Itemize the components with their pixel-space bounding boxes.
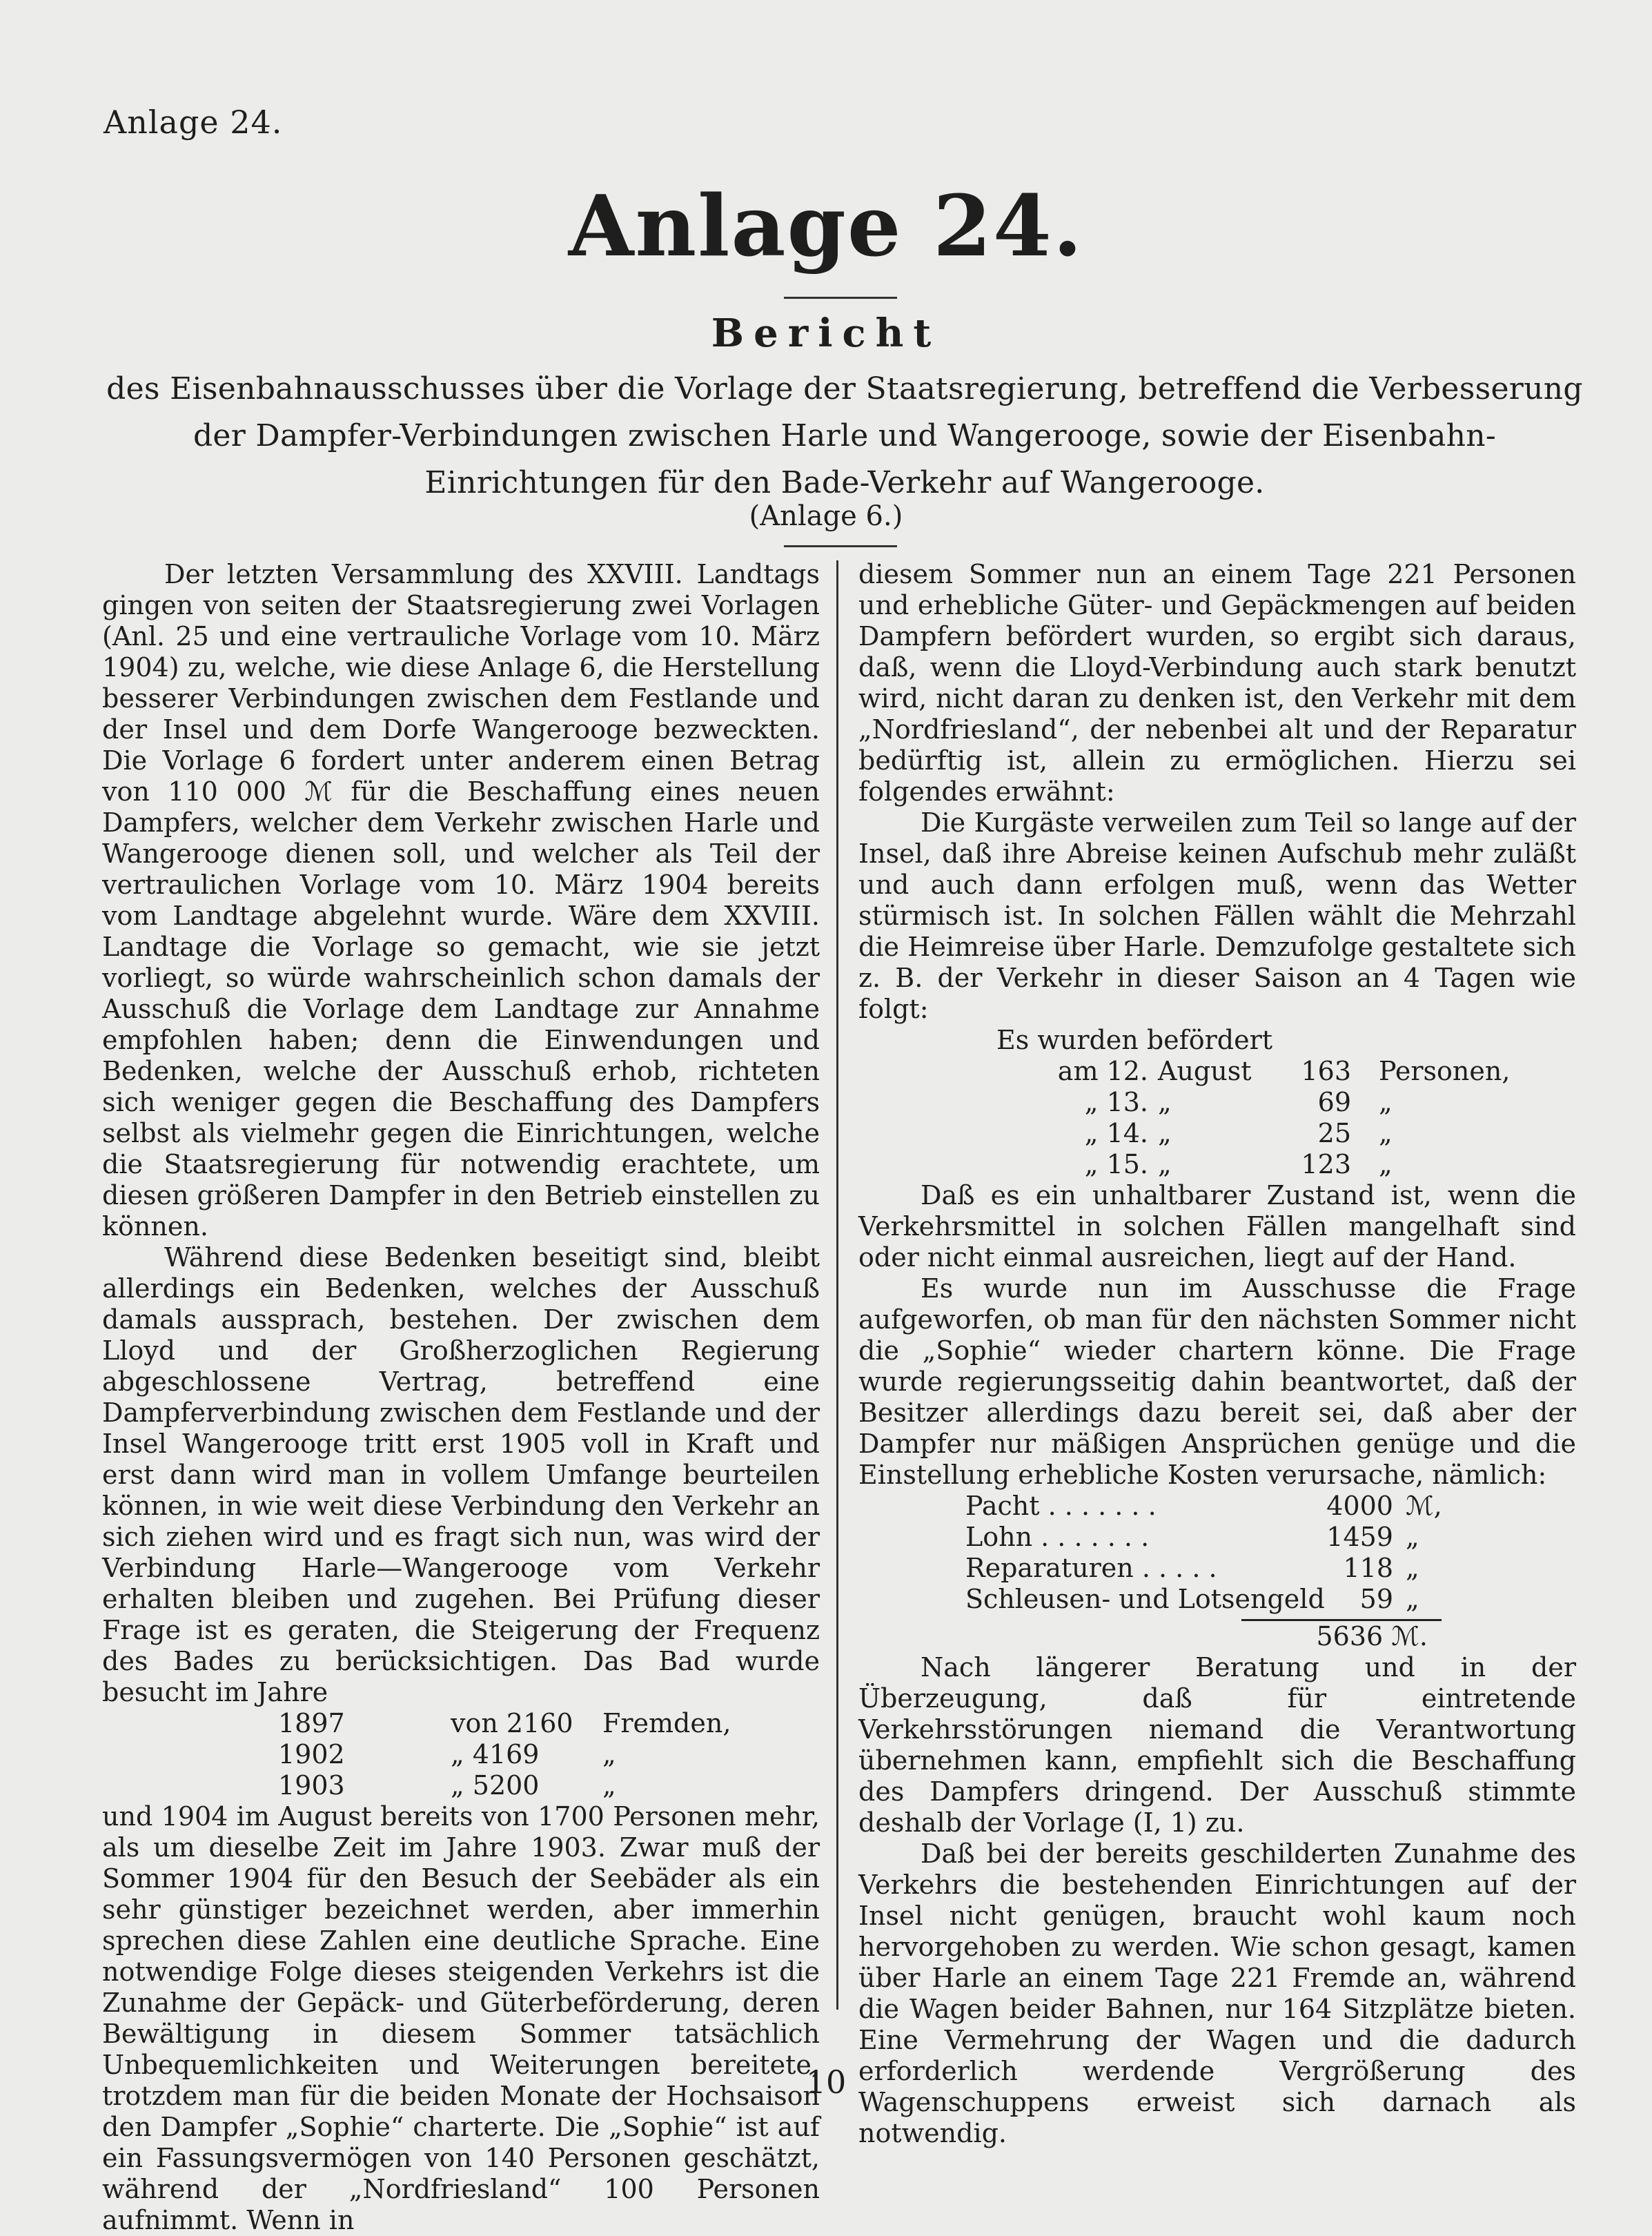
table-row [102,1708,820,1739]
paragraph: Es wurde nun im Ausschusse die Frage aufgeworfen, ob man für den nächsten Sommer nicht die „Sophie“ wieder chartern könne. Die Frage wurde regierungsseitig dahin beantwortet, daß der Besitzer allerdings dazu bereit sei, daß aber der Dampfer nur mäßigen Ansprüchen genüge und die Einstellung erhebliche Kosten verursache, nämlich: [858,1273,1576,1490]
page-title: Anlage 24. [568,176,1084,275]
table-cell: „ [1158,1149,1172,1179]
table-cell: „ [602,1770,616,1801]
table-cell: „ 14. [1084,1118,1148,1148]
table-cell: Pacht . . . . . . . [965,1491,1157,1521]
table-cell: 1903 [278,1770,345,1801]
table-cell: 1902 [278,1739,345,1769]
paragraph: Der letzten Versammlung des XXVIII. Landtags gingen von seiten der Staatsregierung zwei Vorlagen (Anl. 25 und eine vertrauliche Vorlage vom 10. März 1904) zu, welche, wie diese Anlage 6, die Herstellung besserer Verbindungen zwischen dem Festlande und der Insel und dem Dorfe Wangerooge bezweckten. Die Vorlage 6 fordert unter anderem einen Betrag von 110 000 ℳ für die Beschaffung eines neuen Dampfers, welcher dem Verkehr zwischen Harle und Wangerooge dienen soll, und welcher als Teil der vertraulichen Vorlage vom 10. März 1904 bereits vom Landtage abgelehnt wurde. Wäre dem XXVIII. Landtage die Vorlage so gemacht, wie sie jetzt vorliegt, so würde wahrscheinlich schon damals der Ausschuß die Vorlage dem Landtage zur Annahme empfohlen haben; denn die Einwendungen und Bedenken, welche der Ausschuß erhob, richteten sich weniger gegen die Beschaffung des Dampfers selbst als vielmehr gegen die Einrichtungen, welche die Staatsregierung für notwendig erachtete, um diesen größeren Dampfer in den Betrieb einstellen zu können. [102,559,820,1242]
visitor-table [102,1708,820,1801]
table-cell: „ [1379,1087,1393,1117]
page-number: 10 [805,2063,847,2101]
table-row [102,1739,820,1770]
table-row [858,1087,1576,1118]
passenger-table [858,1056,1576,1180]
report-subtitle: des Eisenbahnausschusses über die Vorlage der Staatsregierung, betreffend die Verbesserung der Dampfer-Verbindungen zwischen Harle und Wangerooge, sowie der Eisenbahn-Einrichtungen für den Bade-Verkehr auf Wangerooge. [106,371,1583,500]
title-rule [784,297,897,299]
table-cell: 1897 [278,1708,345,1738]
table-caption: Es wurden befördert [996,1025,1273,1055]
table-cell: 59 [1359,1584,1393,1614]
table-cell: „ 4169 [451,1739,540,1769]
table-cell: „ [602,1739,616,1769]
table-cell: August [1158,1056,1252,1086]
paragraph: Die Kurgäste verweilen zum Teil so lange auf der Insel, daß ihre Abreise keinen Aufschub mehr zuläßt und auch dann erfolgen muß, wenn das Wetter stürmisch ist. In solchen Fällen wählt die Mehrzahl die Heimreise über Harle. Demzufolge gestaltete sich z. B. der Verkehr in dieser Saison an 4 Tagen wie folgt: [858,807,1576,1024]
table-cell: „ 13. [1084,1087,1148,1117]
table-cell: Schleusen- und Lotsengeld [965,1584,1325,1614]
cost-total: 5636 ℳ. [1241,1619,1442,1652]
table-cell: „ [1379,1118,1393,1148]
table-cell: „ [1379,1149,1393,1179]
column-divider [836,560,838,2010]
table-cell: 118 [1343,1553,1393,1583]
heading-rule [784,545,897,547]
table-cell: ℳ, [1406,1491,1442,1521]
table-cell: von 2160 [451,1708,573,1738]
running-head: Anlage 24. [104,104,283,141]
table-cell: „ [1406,1553,1419,1583]
table-row [858,1118,1576,1149]
paragraph: und 1904 im August bereits von 1700 Personen mehr, als um dieselbe Zeit im Jahre 1903. Zwar muß der Sommer 1904 für den Besuch der Seebäder als ein sehr günstiger bezeichnet werden, aber immerhin sprechen diese Zahlen eine deutliche Sprache. Eine notwendige Folge dieses steigenden Verkehrs ist die Zunahme der Gepäck- und Güterbeförderung, deren Bewältigung in diesem Sommer tatsächlich Unbequemlichkeiten und Weiterungen bereitete, trotzdem man für die beiden Monate der Hochsaison den Dampfer „Sophie“ charterte. Die „Sophie“ ist auf ein Fassungsvermögen von 140 Personen geschätzt, während der „Nordfriesland“ 100 Personen aufnimmt. Wenn in [102,1801,820,2235]
table-row [858,1522,1576,1553]
cost-table [858,1491,1576,1652]
table-row [102,1770,820,1801]
paragraph: Daß es ein unhaltbarer Zustand ist, wenn die Verkehrsmittel in solchen Fällen mangelhaft sind oder nicht einmal ausreichen, liegt auf der Hand. [858,1180,1576,1273]
table-row [858,1584,1576,1615]
table-cell: am 12. [1057,1056,1148,1086]
table-cell: Personen, [1379,1056,1511,1086]
table-cell: Reparaturen . . . . . [965,1553,1217,1583]
table-cell: 25 [1317,1118,1351,1148]
table-row [858,1149,1576,1180]
paragraph: Während diese Bedenken beseitigt sind, bleibt allerdings ein Bedenken, welches der Ausschuß damals aussprach, bestehen. Der zwischen dem Lloyd und der Großherzoglichen Regierung abgeschlossene Vertrag, betreffend eine Dampferverbindung zwischen dem Festlande und der Insel Wangerooge tritt erst 1905 voll in Kraft und erst dann wird man in vollem Umfange beurteilen können, in wie weit diese Verbindung den Verkehr an sich ziehen wird und es fragt sich nun, was wird der Verbindung Harle—Wangerooge vom Verkehr erhalten bleiben und zugehen. Bei Prüfung dieser Frage ist es geraten, die Steigerung der Frequenz des Bades zu berücksichtigen. Das Bad wurde besucht im Jahre [102,1242,820,1707]
table-row [858,1491,1576,1522]
table-cell: 69 [1317,1087,1351,1117]
table-cell: „ [1158,1118,1172,1148]
table-row [858,1553,1576,1584]
paragraph: Nach längerer Beratung und in der Überzeugung, daß für eintretende Verkehrsstörungen niemand die Verantwortung übernehmen kann, empfiehlt sich die Beschaffung des Dampfers dringend. Der Ausschuß stimmte deshalb der Vorlage (I, 1) zu. [858,1652,1576,1838]
annex-reference: (Anlage 6.) [749,500,903,532]
table-cell: „ 15. [1084,1149,1148,1179]
report-heading: Bericht [711,311,941,356]
paragraph: Daß bei der bereits geschilderten Zunahme des Verkehrs die bestehenden Einrichtungen auf der Insel nicht genügen, braucht wohl kaum noch hervorgehoben zu werden. Wie schon gesagt, kamen über Harle an einem Tage 221 Fremde an, während die Wagen beider Bahnen, nur 164 Sitzplätze bieten. Eine Vermehrung der Wagen und die dadurch erforderlich werdende Vergrößerung des Wagenschuppens erweist sich darnach als notwendig. [858,1838,1576,2148]
table-cell: 163 [1301,1056,1351,1086]
table-cell: Lohn . . . . . . . [965,1522,1150,1552]
left-column [102,559,820,2236]
table-cell: „ [1406,1584,1419,1614]
table-cell: „ 5200 [451,1770,540,1801]
table-cell: 4000 [1326,1491,1393,1521]
right-column [858,559,1576,2149]
table-cell: 123 [1301,1149,1351,1179]
table-row [858,1056,1576,1087]
paragraph: diesem Sommer nun an einem Tage 221 Personen und erhebliche Güter- und Gepäckmengen auf beiden Dampfern befördert wurden, so ergibt sich daraus, daß, wenn die Lloyd-Verbindung auch stark benutzt wird, nicht daran zu denken ist, den Verkehr mit dem „Nordfriesland“, der nebenbei alt und der Reparatur bedürftig ist, allein zu ermöglichen. Hierzu sei folgendes erwähnt: [858,559,1576,807]
table-cell: „ [1406,1522,1419,1552]
table-cell: „ [1158,1087,1172,1117]
table-cell: Fremden, [602,1708,731,1738]
table-cell: 1459 [1326,1522,1393,1552]
